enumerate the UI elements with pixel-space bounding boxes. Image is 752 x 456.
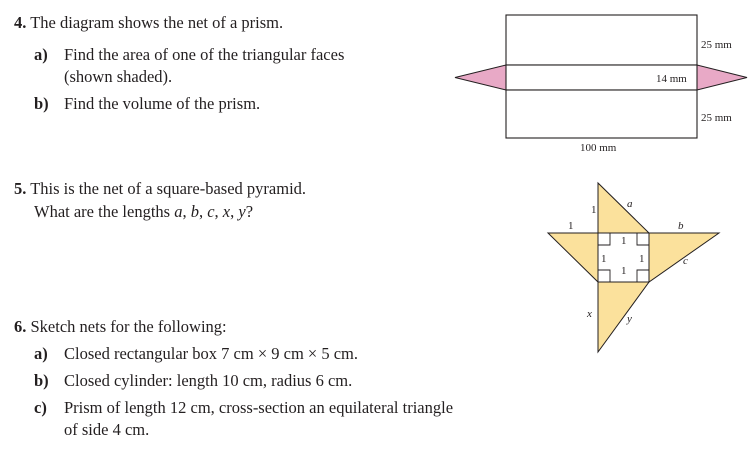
q5-end: ?: [245, 202, 254, 221]
q6-stem-text: Sketch nets for the following:: [30, 317, 227, 336]
prism-right-triangle: [697, 65, 747, 90]
pyramid-label-1-inner-bottom: 1: [621, 265, 627, 277]
prism-rect-bottom: [506, 90, 697, 138]
prism-net: [455, 15, 747, 154]
pyramid-label-b: b: [678, 220, 684, 232]
prism-label-bottom: 25 mm: [701, 112, 732, 124]
q6-c-line2: of side 4 cm.: [64, 420, 150, 439]
q6-b-label: b): [34, 371, 49, 390]
q5-sep-1: ,: [182, 202, 191, 221]
q4-stem-text: The diagram shows the net of a prism.: [30, 13, 284, 32]
q4-b-label: b): [34, 94, 49, 113]
q5-line2-prefix: What are the lengths: [34, 202, 175, 221]
pyramid-label-y: y: [627, 313, 632, 325]
pyramid-net: [548, 183, 719, 352]
prism-label-top: 25 mm: [701, 39, 732, 51]
pyramid-label-a: a: [627, 198, 633, 210]
q4-a-label: a): [34, 45, 48, 64]
pyramid-bottom-triangle: [598, 282, 649, 352]
pyramid-label-x: x: [587, 308, 592, 320]
prism-label-mid: 14 mm: [656, 73, 687, 85]
pyramid-top-triangle: [598, 183, 649, 233]
q5-var-b: b: [190, 202, 199, 221]
pyramid-label-1-inner-right: 1: [639, 253, 645, 265]
q5-line1: This is the net of a square-based pyramid.: [30, 179, 307, 198]
q6-c-label: c): [34, 398, 47, 417]
q5-number: 5.: [14, 179, 27, 198]
q5-sep-2: ,: [198, 202, 208, 221]
q5-var-x: x: [222, 202, 231, 221]
prism-label-width: 100 mm: [580, 142, 617, 154]
prism-left-triangle: [455, 65, 506, 90]
q4-a-line2: (shown shaded).: [64, 67, 173, 86]
q5-var-y: y: [238, 202, 246, 221]
pyramid-left-triangle: [548, 233, 598, 282]
pyramid-label-1-top: 1: [591, 204, 597, 216]
pyramid-label-1-left: 1: [568, 220, 574, 232]
q6-b-text: Closed cylinder: length 10 cm, radius 6 cm.: [64, 371, 353, 390]
q4-a-line1: Find the area of one of the triangular faces: [64, 45, 345, 64]
pyramid-label-1-inner-left: 1: [601, 253, 607, 265]
q5-var-c: c: [207, 202, 215, 221]
q5-sep-4: ,: [230, 202, 239, 221]
q4-b-text: Find the volume of the prism.: [64, 94, 261, 113]
q5-sep-3: ,: [214, 202, 223, 221]
pyramid-label-c: c: [683, 255, 688, 267]
q6-number: 6.: [14, 317, 27, 336]
q5-var-a: a: [174, 202, 183, 221]
q6-a-text: Closed rectangular box 7 cm × 9 cm × 5 cm.: [64, 344, 358, 363]
prism-rect-top: [506, 15, 697, 65]
q4-number: 4.: [14, 13, 27, 32]
pyramid-label-1-inner-top: 1: [621, 235, 627, 247]
q6-a-label: a): [34, 344, 48, 363]
q6-c-line1: Prism of length 12 cm, cross-section an equilateral triangle: [64, 398, 454, 417]
